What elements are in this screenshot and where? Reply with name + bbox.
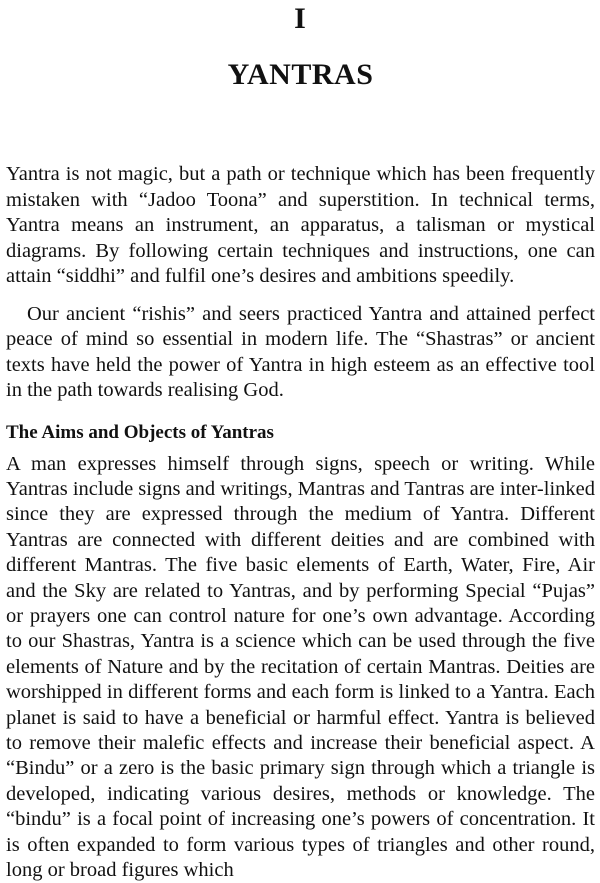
chapter-number: I — [6, 4, 595, 34]
paragraph-intro: Yantra is not magic, but a path or technique which has been frequently mistaken with “Jadoo Toona” and superstition. In technical terms, Yantra means an instrument, an apparatus, a talisman or mystical diagrams. By following certain techniques and instructions, one can attain “siddhi” and fulfil one’s desires and ambitions speedily. — [6, 162, 595, 290]
chapter-title: YANTRAS — [6, 60, 595, 90]
paragraph-aims: A man expresses himself through signs, speech or writing. While Yantras include signs and writings, Mantras and Tantras are inter-linked since they are expressed through the medium of Yantra. Different Yantras are connected with different deities and are combined with different Mantras. The five basic elements of Earth, Water, Fire, Air and the Sky are related to Yantras, and by performing Special “Pujas” or prayers one can control nature for one’s own advantage. According to our Shastras, Yantra is a science which can be used through the five elements of Nature and by the recitation of certain Mantras. Deities are worshipped in different forms and each form is linked to a Yantra. Each planet is said to have a beneficial or harmful effect. Yantra is believed to remove their malefic effects and increase their beneficial aspect. A “Bindu” or a zero is the basic primary sign through which a triangle is developed, indicating various desires, methods or knowledge. The “bindu” is a focal point of increasing one’s powers of concentration. It is often expanded to form various types of triangles and other round, long or broad figures which — [6, 452, 595, 883]
section-heading: The Aims and Objects of Yantras — [6, 421, 595, 445]
paragraph-rishis: Our ancient “rishis” and seers practiced Yantra and attained perfect peace of mind so essential in modern life. The “Shastras” or ancient texts have held the power of Yantra in high esteem as an effective tool in the path towards realising God. — [6, 302, 595, 404]
